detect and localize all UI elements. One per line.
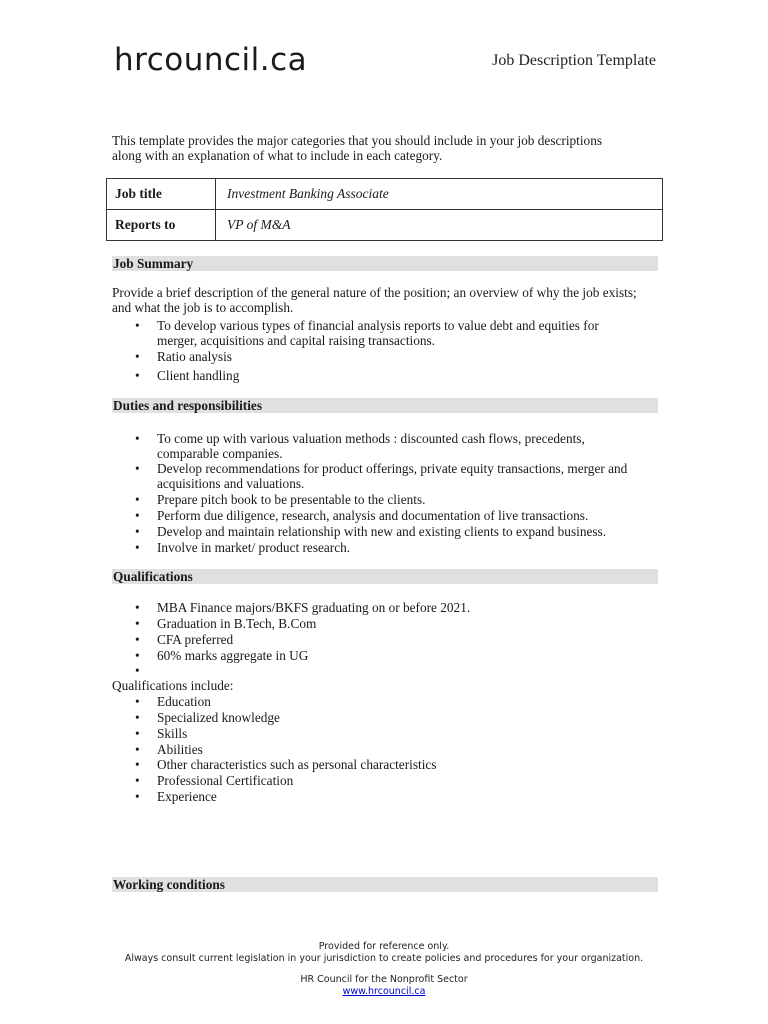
qualifications-include-label: [112, 678, 657, 693]
footer-line: Always consult current legislation in your jurisdiction to create policies and procedures for your organization.: [124, 953, 644, 964]
bullet-icon: •: [135, 773, 140, 788]
bullet-icon: •: [135, 710, 140, 725]
bullet-icon: •: [135, 368, 140, 383]
bullet-icon: •: [135, 694, 140, 709]
bullet-icon: •: [135, 492, 140, 507]
list-item: [135, 492, 426, 507]
bullet-icon: •: [135, 757, 140, 772]
list-item: [135, 461, 628, 491]
list-item: [135, 726, 188, 741]
list-item-text: 60% marks aggregate in UG: [157, 648, 309, 663]
document-title: Job Description Template: [492, 52, 656, 69]
bullet-icon: •: [135, 663, 140, 678]
description-line: and what the job is to accomplish.: [112, 300, 294, 315]
job-info-table: [106, 178, 663, 241]
footer-notice: [0, 941, 768, 965]
bullet-icon: •: [135, 726, 140, 741]
list-item: [135, 789, 217, 804]
footer-org: [0, 974, 768, 998]
job-title-value: Investment Banking Associate: [216, 179, 663, 210]
list-item-text: Develop and maintain relationship with new and existing clients to expand business.: [157, 524, 607, 539]
list-item-text: Specialized knowledge: [157, 710, 280, 725]
list-item-text: merger, acquisitions and capital raising transactions.: [157, 333, 436, 348]
list-item-text: MBA Finance majors/BKFS graduating on or before 2021.: [157, 600, 471, 615]
list-item: [135, 632, 234, 647]
bullet-icon: •: [135, 318, 140, 333]
list-item-text: Perform due diligence, research, analysis and documentation of live transactions.: [157, 508, 589, 523]
intro-paragraph: [112, 133, 657, 163]
intro-line: along with an explanation of what to include in each category.: [112, 148, 443, 163]
reports-to-value: VP of M&A: [216, 210, 663, 241]
footer-website-link[interactable]: www.hrcouncil.ca: [342, 986, 426, 997]
list-item: [135, 368, 240, 383]
list-item: [135, 349, 232, 364]
list-item: [135, 648, 309, 663]
description-line: Provide a brief description of the general nature of the position; an overview of why the job exists;: [112, 285, 637, 300]
bullet-icon: •: [135, 600, 140, 615]
list-item-text: To come up with various valuation methods : discounted cash flows, precedents,: [157, 431, 585, 446]
bullet-icon: •: [135, 789, 140, 804]
list-item: [135, 742, 203, 757]
list-item-text: comparable companies.: [157, 446, 283, 461]
list-item-text: Involve in market/ product research.: [157, 540, 351, 555]
bullet-icon: •: [135, 648, 140, 663]
list-item: [135, 318, 599, 348]
hrcouncil-logo: hrcouncil.ca: [114, 42, 308, 74]
list-item-text: Professional Certification: [157, 773, 294, 788]
table-row: [107, 179, 663, 210]
bullet-icon: •: [135, 632, 140, 647]
reports-to-label: Reports to: [107, 210, 216, 241]
list-item: [135, 616, 317, 631]
list-item: [135, 431, 585, 461]
bullet-icon: •: [135, 431, 140, 446]
list-item: [135, 508, 589, 523]
list-item-text: Prepare pitch book to be presentable to the clients.: [157, 492, 426, 507]
list-item: [135, 757, 437, 772]
list-item: [135, 524, 607, 539]
bullet-icon: •: [135, 540, 140, 555]
list-item: [135, 710, 280, 725]
working-conditions-heading: Working conditions: [112, 877, 658, 892]
list-item: [135, 540, 351, 555]
list-item: [135, 600, 471, 615]
bullet-icon: •: [135, 461, 140, 476]
list-item-text: acquisitions and valuations.: [157, 476, 305, 491]
qualifications-heading: Qualifications: [112, 569, 658, 584]
list-item-text: To develop various types of financial analysis reports to value debt and equities for: [157, 318, 599, 333]
job-title-label: Job title: [107, 179, 216, 210]
list-item-text: Skills: [157, 726, 188, 741]
job-summary-heading: Job Summary: [112, 256, 658, 271]
list-item-text: Ratio analysis: [157, 349, 232, 364]
list-item-text: Abilities: [157, 742, 203, 757]
list-item-text: Graduation in B.Tech, B.Com: [157, 616, 317, 631]
bullet-icon: •: [135, 524, 140, 539]
qualifications-include-text: Qualifications include:: [112, 678, 234, 693]
table-row: [107, 210, 663, 241]
list-item-text: Experience: [157, 789, 217, 804]
bullet-icon: •: [135, 349, 140, 364]
bullet-icon: •: [135, 742, 140, 757]
intro-line: This template provides the major categories that you should include in your job descriptions: [112, 133, 603, 148]
list-item-text: CFA preferred: [157, 632, 234, 647]
list-item-text: Other characteristics such as personal characteristics: [157, 757, 437, 772]
footer-line: Provided for reference only.: [318, 941, 450, 952]
footer-line: HR Council for the Nonprofit Sector: [300, 974, 468, 985]
list-item-text: Client handling: [157, 368, 240, 383]
list-item-text: Education: [157, 694, 211, 709]
list-item: [135, 773, 294, 788]
list-item-text: Develop recommendations for product offerings, private equity transactions, merger and: [157, 461, 628, 476]
job-summary-description: [112, 285, 657, 315]
bullet-icon: •: [135, 508, 140, 523]
duties-heading: Duties and responsibilities: [112, 398, 658, 413]
list-item: [135, 694, 211, 709]
bullet-icon: •: [135, 616, 140, 631]
